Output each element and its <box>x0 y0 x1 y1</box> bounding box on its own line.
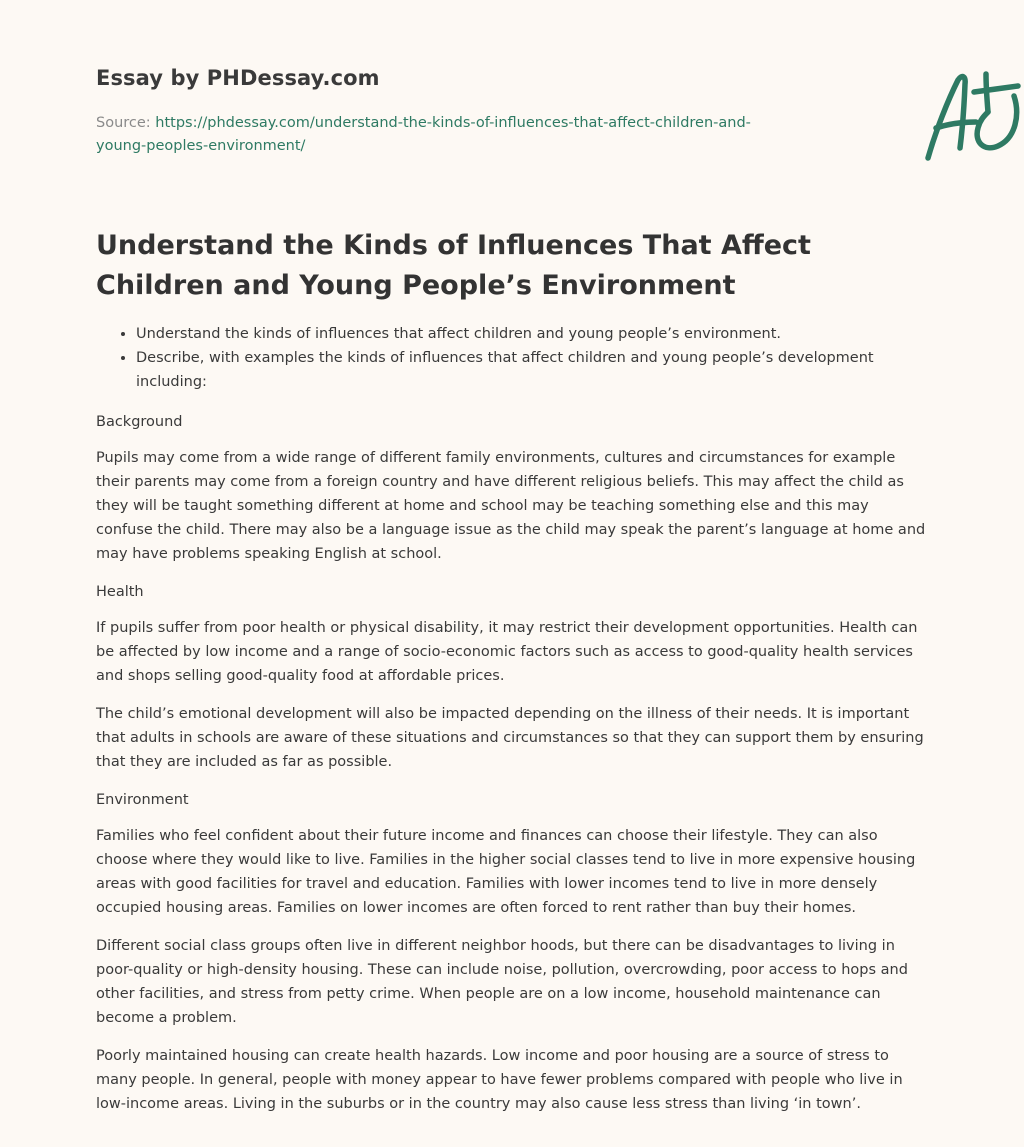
site-brand: Essay by PHDessay.com <box>96 66 380 90</box>
section-heading-environment: Environment <box>96 792 189 808</box>
source-line <box>96 112 776 158</box>
section-heading-background: Background <box>96 414 183 430</box>
intro-bullet: • Understand the kinds of influences that affect children and young people’s environment. <box>136 322 928 346</box>
section-heading-health: Health <box>96 584 144 600</box>
source-label: Source: <box>96 115 151 131</box>
paragraph: Families who feel confident about their future income and finances can choose their lifestyle. They can also choose where they would like to live. Families in the higher social classes tend to live in more expensive housing areas with good facilities for travel and education. Families with lower incomes tend to live in more densely occupied housing areas. Families on lower incomes are often forced to rent rather than buy their homes. <box>96 828 916 916</box>
paragraph: Different social class groups often live in different neighbor hoods, but there can be disadvantages to living in poor-quality or high-density housing. These can include noise, pollution, overcrowding, poor access to hops and other facilities, and stress from petty crime. When people are on a low income, household maintenance can become a problem. <box>96 938 908 1026</box>
intro-bullet: • Describe, with examples the kinds of influences that affect children and young people’s development including: <box>136 346 928 394</box>
source-link[interactable]: https://phdessay.com/understand-the-kinds-of-influences-that-affect-children-and-young-peoples-environment/ <box>96 115 751 154</box>
essay-title: Understand the Kinds of Influences That Affect Children and Young People’s Environment <box>96 230 811 301</box>
paragraph: The child’s emotional development will also be impacted depending on the illness of their needs. It is important that adults in schools are aware of these situations and circumstances so that they can support them by ensuring that they are included as far as possible. <box>96 706 924 770</box>
a-plus-logo-icon <box>918 70 1024 166</box>
essay-body <box>96 322 928 1130</box>
paragraph: Pupils may come from a wide range of different family environments, cultures and circumstances for example their parents may come from a foreign country and have different religious beliefs. This may affect the child as they will be taught something different at home and school may be teaching something else and this may confuse the child. There may also be a language issue as the child may speak the parent’s language at home and may have problems speaking English at school. <box>96 450 926 562</box>
paragraph: If pupils suffer from poor health or physical disability, it may restrict their development opportunities. Health can be affected by low income and a range of socio-economic factors such as access to good-quality health services and shops selling good-quality food at affordable prices. <box>96 620 918 684</box>
intro-bullet-list <box>96 322 928 394</box>
paragraph: Poorly maintained housing can create health hazards. Low income and poor housing are a source of stress to many people. In general, people with money appear to have fewer problems compared with people who live in low-income areas. Living in the suburbs or in the country may also cause less stress than living ‘in town’. <box>96 1048 903 1112</box>
